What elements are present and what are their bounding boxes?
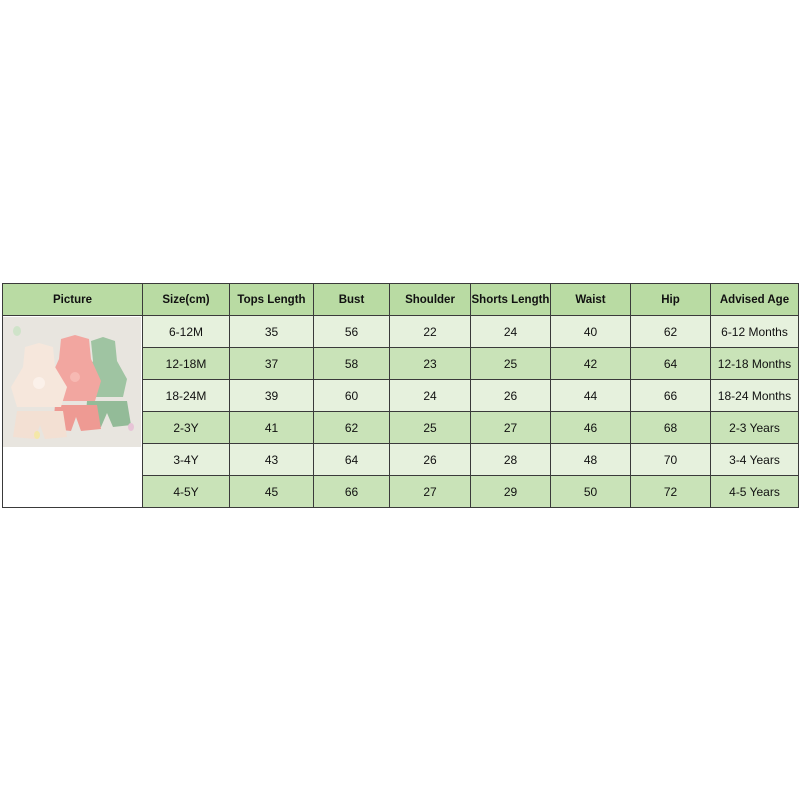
cell-hip: 68 xyxy=(631,412,711,444)
cell-advised-age: 12-18 Months xyxy=(711,348,799,380)
cell-waist: 50 xyxy=(551,476,631,508)
cell-hip: 62 xyxy=(631,316,711,348)
table-row xyxy=(3,316,799,348)
header-bust: Bust xyxy=(314,284,390,316)
header-shorts-length: Shorts Length xyxy=(471,284,551,316)
cell-shoulder: 25 xyxy=(390,412,471,444)
cell-hip: 66 xyxy=(631,380,711,412)
cell-bust: 62 xyxy=(314,412,390,444)
cell-bust: 58 xyxy=(314,348,390,380)
header-row xyxy=(3,284,799,316)
cell-shoulder: 22 xyxy=(390,316,471,348)
cell-shorts-length: 25 xyxy=(471,348,551,380)
cell-shoulder: 23 xyxy=(390,348,471,380)
cell-bust: 66 xyxy=(314,476,390,508)
cell-waist: 46 xyxy=(551,412,631,444)
cell-tops-length: 45 xyxy=(230,476,314,508)
cell-size: 6-12M xyxy=(143,316,230,348)
header-size: Size(cm) xyxy=(143,284,230,316)
cell-shoulder: 24 xyxy=(390,380,471,412)
cell-tops-length: 39 xyxy=(230,380,314,412)
cell-size: 2-3Y xyxy=(143,412,230,444)
cell-size: 18-24M xyxy=(143,380,230,412)
cell-shorts-length: 26 xyxy=(471,380,551,412)
cell-tops-length: 43 xyxy=(230,444,314,476)
cell-tops-length: 35 xyxy=(230,316,314,348)
outfit-set-image xyxy=(3,317,141,447)
cell-tops-length: 37 xyxy=(230,348,314,380)
cell-waist: 44 xyxy=(551,380,631,412)
cell-size: 4-5Y xyxy=(143,476,230,508)
size-chart-table xyxy=(2,283,799,508)
cell-hip: 72 xyxy=(631,476,711,508)
cell-shorts-length: 27 xyxy=(471,412,551,444)
cell-tops-length: 41 xyxy=(230,412,314,444)
header-shoulder: Shoulder xyxy=(390,284,471,316)
header-hip: Hip xyxy=(631,284,711,316)
cell-waist: 48 xyxy=(551,444,631,476)
header-picture: Picture xyxy=(3,284,143,316)
cell-bust: 56 xyxy=(314,316,390,348)
cell-size: 3-4Y xyxy=(143,444,230,476)
cell-advised-age: 4-5 Years xyxy=(711,476,799,508)
cell-hip: 70 xyxy=(631,444,711,476)
cell-shorts-length: 28 xyxy=(471,444,551,476)
header-advised-age: Advised Age xyxy=(711,284,799,316)
cell-advised-age: 3-4 Years xyxy=(711,444,799,476)
cell-advised-age: 6-12 Months xyxy=(711,316,799,348)
cell-advised-age: 18-24 Months xyxy=(711,380,799,412)
cell-shoulder: 26 xyxy=(390,444,471,476)
header-tops-length: Tops Length xyxy=(230,284,314,316)
cell-waist: 40 xyxy=(551,316,631,348)
cell-hip: 64 xyxy=(631,348,711,380)
cell-bust: 64 xyxy=(314,444,390,476)
cell-advised-age: 2-3 Years xyxy=(711,412,799,444)
cell-size: 12-18M xyxy=(143,348,230,380)
cell-shorts-length: 24 xyxy=(471,316,551,348)
cell-shorts-length: 29 xyxy=(471,476,551,508)
cell-shoulder: 27 xyxy=(390,476,471,508)
header-waist: Waist xyxy=(551,284,631,316)
cell-bust: 60 xyxy=(314,380,390,412)
product-photo xyxy=(3,317,141,447)
picture-cell xyxy=(3,316,143,508)
cell-waist: 42 xyxy=(551,348,631,380)
